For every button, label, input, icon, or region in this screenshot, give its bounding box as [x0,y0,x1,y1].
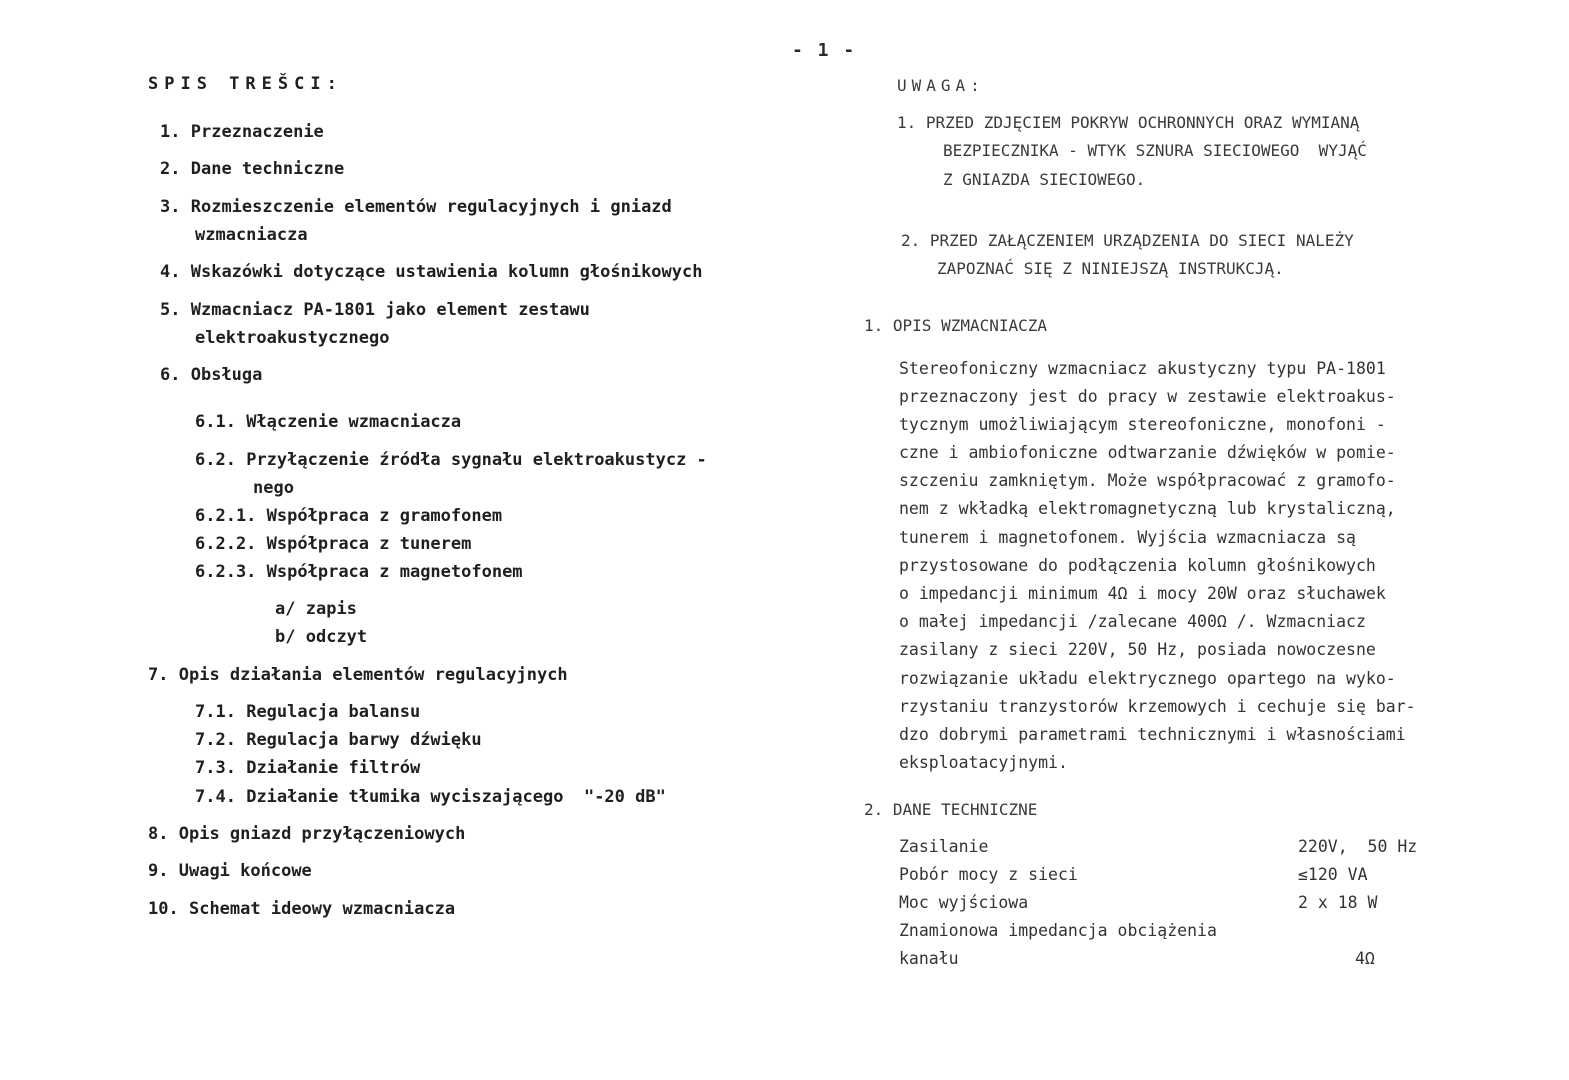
toc-item-text: Współpraca z tunerem [266,534,472,554]
body-line: dzo dobrymi parametrami technicznymi i własnościami [899,725,1406,744]
body-line: czne i ambiofoniczne odtwarzanie dźwięków w pomie- [899,443,1396,462]
toc-heading: SPIS TREŠCI: [148,74,343,94]
toc-item-7-3 [195,758,420,778]
toc-item-9 [148,861,312,881]
toc-item-a [275,599,357,619]
warning-2-line-1: 2. PRZED ZAŁĄCZENIEM URZĄDZENIA DO SIECI NALEŻY [901,231,1354,250]
toc-item-text: Działanie filtrów [246,758,421,778]
toc-item-text: Przeznaczenie [190,122,324,142]
spec-value: 4Ω [1355,949,1375,968]
toc-item-text: Regulacja balansu [246,702,421,722]
spec-value: ≤120 VA [1298,865,1368,884]
toc-item-number: b/ [275,627,296,647]
toc-item-3 [160,197,672,217]
toc-item-text: Przyłączenie źródła sygnału elektroakustycz - [246,450,707,470]
toc-item-text: Rozmieszczenie elementów regulacyjnych i gniazd [190,197,672,217]
toc-item-number: 6.2.3. [195,562,257,582]
toc-item-6-2 [195,450,707,470]
section-2-title: 2. DANE TECHNICZNE [864,800,1038,819]
warning-heading: UWAGA: [897,76,985,95]
body-line: zasilany z sieci 220V, 50 Hz, posiada nowoczesne [899,640,1376,659]
toc-item-number: 7.3. [195,758,236,778]
toc-item-number: 6.2.1. [195,506,257,526]
toc-item-7 [148,665,568,685]
toc-item-text: Obsługa [190,365,263,385]
body-line: przeznaczony jest do pracy w zestawie elektroakus- [899,387,1396,406]
toc-item-5 [160,300,590,320]
toc-item-text: Działanie tłumika wyciszającego "-20 dB" [246,787,666,807]
spec-label: Pobór mocy z sieci [899,865,1078,884]
toc-item-text: odczyt [305,627,368,647]
toc-item-6-2-1 [195,506,502,526]
spec-label: kanału [899,949,959,968]
toc-item-text: Współpraca z magnetofonem [266,562,523,582]
body-line: rzystaniu tranzystorów krzemowych i cechuje się bar- [899,697,1416,716]
toc-item-1 [160,122,324,142]
toc-item-number: 7. [148,665,169,685]
toc-item-number: 10. [148,899,179,919]
toc-item-number: 9. [148,861,169,881]
spec-label: Znamionowa impedancja obciążenia [899,921,1217,940]
toc-item-text: Opis gniazd przyłączeniowych [178,824,466,844]
toc-item-8 [148,824,465,844]
toc-item-2 [160,159,344,179]
toc-item-text: Współpraca z gramofonem [266,506,503,526]
toc-item-number: 6.1. [195,412,236,432]
toc-item-7-4 [195,787,666,807]
toc-item-text: Regulacja barwy dźwięku [246,730,482,750]
toc-item-text: Wzmacniacz PA-1801 jako element zestawu [190,300,590,320]
toc-item-number: 6. [160,365,181,385]
toc-item-text: Włączenie wzmacniacza [246,412,462,432]
body-line: Stereofoniczny wzmacniacz akustyczny typu PA-1801 [899,359,1386,378]
toc-item-number: 6.2. [195,450,236,470]
body-line: o małej impedancji /zalecane 400Ω /. Wzmacniacz [899,612,1366,631]
warning-1-line-2: BEZPIECZNIKA - WTYK SZNURA SIECIOWEGO WYJĄĆ [943,141,1367,160]
toc-item-text: zapis [305,599,357,619]
spec-value: 2 x 18 W [1298,893,1378,912]
toc-item-number: 8. [148,824,169,844]
toc-item-6-2-2 [195,534,471,554]
warning-2-line-2: ZAPOZNAĆ SIĘ Z NINIEJSZĄ INSTRUKCJĄ. [937,259,1284,278]
toc-item-number: 6.2.2. [195,534,257,554]
body-line: nem z wkładką elektromagnetyczną lub krystaliczną, [899,499,1396,518]
body-line: rozwiązanie układu elektrycznego opartego na wyko- [899,669,1396,688]
toc-item-number: a/ [275,599,296,619]
toc-item-number: 7.2. [195,730,236,750]
toc-item-b [275,627,367,647]
warning-1-line-1: 1. PRZED ZDJĘCIEM POKRYW OCHRONNYCH ORAZ WYMIANĄ [897,113,1360,132]
toc-item-number: 7.4. [195,787,236,807]
toc-item-10 [148,899,455,919]
body-line: tunerem i magnetofonem. Wyjścia wzmacniacza są [899,528,1356,547]
body-line: o impedancji minimum 4Ω i mocy 20W oraz słuchawek [899,584,1386,603]
toc-item-6-1 [195,412,461,432]
body-line: eksploatacyjnymi. [899,753,1068,772]
toc-item-6-2-cont: nego [253,478,294,498]
toc-item-6 [160,365,262,385]
spec-label: Zasilanie [899,837,989,856]
toc-item-text: Dane techniczne [190,159,345,179]
toc-item-number: 5. [160,300,181,320]
toc-item-7-2 [195,730,482,750]
spec-value: 220V, 50 Hz [1298,837,1418,856]
toc-item-text: Schemat ideowy wzmacniacza [188,899,456,919]
warning-1-line-3: Z GNIAZDA SIECIOWEGO. [943,170,1146,189]
body-line: szczeniu zamkniętym. Może współpracować z gramofo- [899,471,1396,490]
toc-item-number: 1. [160,122,181,142]
toc-item-number: 4. [160,262,181,282]
body-line: tycznym umożliwiającym stereofoniczne, monofoni - [899,415,1386,434]
toc-item-7-1 [195,702,420,722]
toc-item-number: 3. [160,197,181,217]
toc-item-5-cont: elektroakustycznego [195,328,390,348]
toc-item-6-2-3 [195,562,523,582]
toc-item-text: Uwagi końcowe [178,861,312,881]
spec-label: Moc wyjściowa [899,893,1029,912]
page-number: - 1 - [792,40,857,61]
body-line: przystosowane do podłączenia kolumn głośnikowych [899,556,1376,575]
toc-item-text: Wskazówki dotyczące ustawienia kolumn głośnikowych [190,262,703,282]
toc-item-3-cont: wzmacniacza [195,225,308,245]
toc-item-4 [160,262,702,282]
section-1-title: 1. OPIS WZMACNIACZA [864,316,1048,335]
toc-item-number: 7.1. [195,702,236,722]
toc-item-number: 2. [160,159,181,179]
toc-item-text: Opis działania elementów regulacyjnych [178,665,568,685]
